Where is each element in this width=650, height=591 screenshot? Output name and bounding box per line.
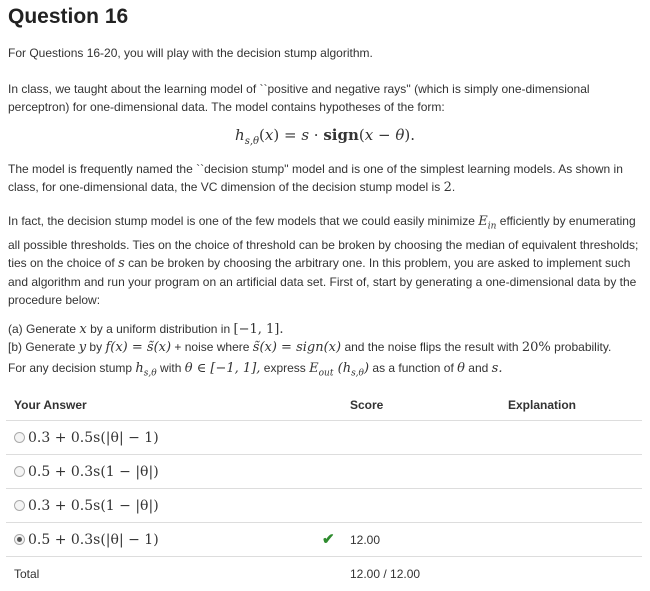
stump-text: The model is frequently named the ``decision stump'' model and is one of the simplest learning models. As shown in class, for one-dimensional data, the VC dimension of the decision stump model is xyxy=(8,162,623,194)
table-header-row xyxy=(6,390,642,421)
option-cell xyxy=(6,523,314,557)
ask-text-2: with xyxy=(160,361,181,375)
paragraph-stump: The model is frequently named the ``decision stump'' model and is one of the simplest learning models. As shown in class, for one-dimensional data, the VC dimension of the decision stump model is 2. xyxy=(8,160,640,197)
step-a-text-2: by a uniform distribution in xyxy=(90,322,230,336)
theta-range: θ ∈ [−1, 1], xyxy=(185,361,261,376)
radio-option-4[interactable] xyxy=(14,534,25,545)
step-b-text-3: + noise where xyxy=(174,340,249,354)
answer-option-4[interactable] xyxy=(6,523,642,557)
header-your-answer: Your Answer xyxy=(6,390,314,421)
step-b-text-4: and the noise flips the result with xyxy=(344,340,518,354)
option-2-text: 0.5 + 0.3s(1 − |θ|) xyxy=(28,464,159,480)
vc-dimension-value: 2 xyxy=(444,180,452,195)
mark-cell xyxy=(314,489,342,523)
e-in-symbol: $E_{in}$ xyxy=(478,214,496,229)
option-4-text: 0.5 + 0.3s(|θ| − 1) xyxy=(28,532,159,548)
step-b-text-1: [b) Generate xyxy=(8,340,75,354)
ask-text-4: as a function of xyxy=(372,361,453,375)
s-symbol-end: s. xyxy=(492,361,503,376)
paragraph-threshold xyxy=(8,212,640,309)
threshold-text-c: can be broken by choosing the arbitrary one. In this problem, you are asked to implement such and algorithm and run your program on an artificial data set. First of, start by generating a one-dimensional data by the procedure below: xyxy=(8,256,636,307)
step-b-text-5: probability. xyxy=(554,340,611,354)
explanation-cell xyxy=(500,421,642,455)
step-b xyxy=(8,338,640,357)
e-out-symbol: $E_{out}$ $(h_{s,\theta})$ xyxy=(309,361,369,376)
explanation-cell xyxy=(500,523,642,557)
option-1-text: 0.3 + 0.5s(|θ| − 1) xyxy=(28,430,159,446)
hypothesis-formula: $h_{s,\theta}(x) = s$ · sign(x − θ). xyxy=(0,126,650,151)
x-symbol: x xyxy=(79,322,86,337)
ask-text-5: and xyxy=(468,361,488,375)
mark-cell xyxy=(314,557,342,591)
radio-option-3[interactable] xyxy=(14,500,25,511)
option-1-score xyxy=(342,421,500,455)
step-a-text-1: (a) Generate xyxy=(8,322,76,336)
y-symbol: y xyxy=(79,340,86,355)
explanation-cell xyxy=(500,455,642,489)
option-cell xyxy=(6,421,314,455)
header-mark xyxy=(314,390,342,421)
option-3-score xyxy=(342,489,500,523)
s-symbol: s xyxy=(118,256,125,271)
answer-option-1[interactable] xyxy=(6,421,642,455)
ask-text-1: For any decision stump xyxy=(8,361,132,375)
intro-text: For Questions 16-20, you will play with the decision stump algorithm. xyxy=(8,44,640,62)
header-score: Score xyxy=(342,390,500,421)
total-label: Total xyxy=(6,557,314,591)
checkmark-icon: ✔ xyxy=(322,531,335,548)
explanation-cell xyxy=(500,489,642,523)
answer-option-3[interactable] xyxy=(6,489,642,523)
radio-option-2[interactable] xyxy=(14,466,25,477)
paragraph-rays: In class, we taught about the learning model of ``positive and negative rays'' (which is simply one-dimensional perceptron) for one-dimensional data. The model contains hypotheses of the form: xyxy=(8,80,640,116)
noise-percent: 20% xyxy=(522,340,551,355)
mark-cell xyxy=(314,455,342,489)
question-title: Question 16 xyxy=(8,8,128,26)
option-cell xyxy=(6,455,314,489)
theta-symbol: θ xyxy=(457,361,465,376)
mark-cell xyxy=(314,523,342,557)
radio-option-1[interactable] xyxy=(14,432,25,443)
total-row xyxy=(6,557,642,591)
f-formula: f(x) = s̃(x) xyxy=(105,340,171,355)
range-symbol: [−1, 1]. xyxy=(234,322,284,337)
threshold-text-b: efficiently by enumerating all possible thresholds. Ties on the choice of threshold can be broken by choosing the median of equivalent thresholds; ties on the choice of xyxy=(8,214,638,270)
threshold-text-a: In fact, the decision stump model is one of the few models that we could easily minimize xyxy=(8,214,475,228)
answer-table xyxy=(6,390,642,591)
ask-text-3: express xyxy=(264,361,306,375)
s-tilde-formula: s̃(x) = sign(x) xyxy=(253,340,341,355)
option-cell xyxy=(6,489,314,523)
answer-option-2[interactable] xyxy=(6,455,642,489)
step-b-text-2: by xyxy=(89,340,102,354)
total-score: 12.00 / 12.00 xyxy=(342,557,500,591)
mark-cell xyxy=(314,421,342,455)
explanation-cell xyxy=(500,557,642,591)
step-a xyxy=(8,320,640,339)
ask-text xyxy=(8,359,640,383)
option-2-score xyxy=(342,455,500,489)
option-3-text: 0.3 + 0.5s(1 − |θ|) xyxy=(28,498,159,514)
h-symbol: $h_{s,\theta}$ xyxy=(135,361,156,376)
header-explanation: Explanation xyxy=(500,390,642,421)
option-4-score: 12.00 xyxy=(342,523,500,557)
